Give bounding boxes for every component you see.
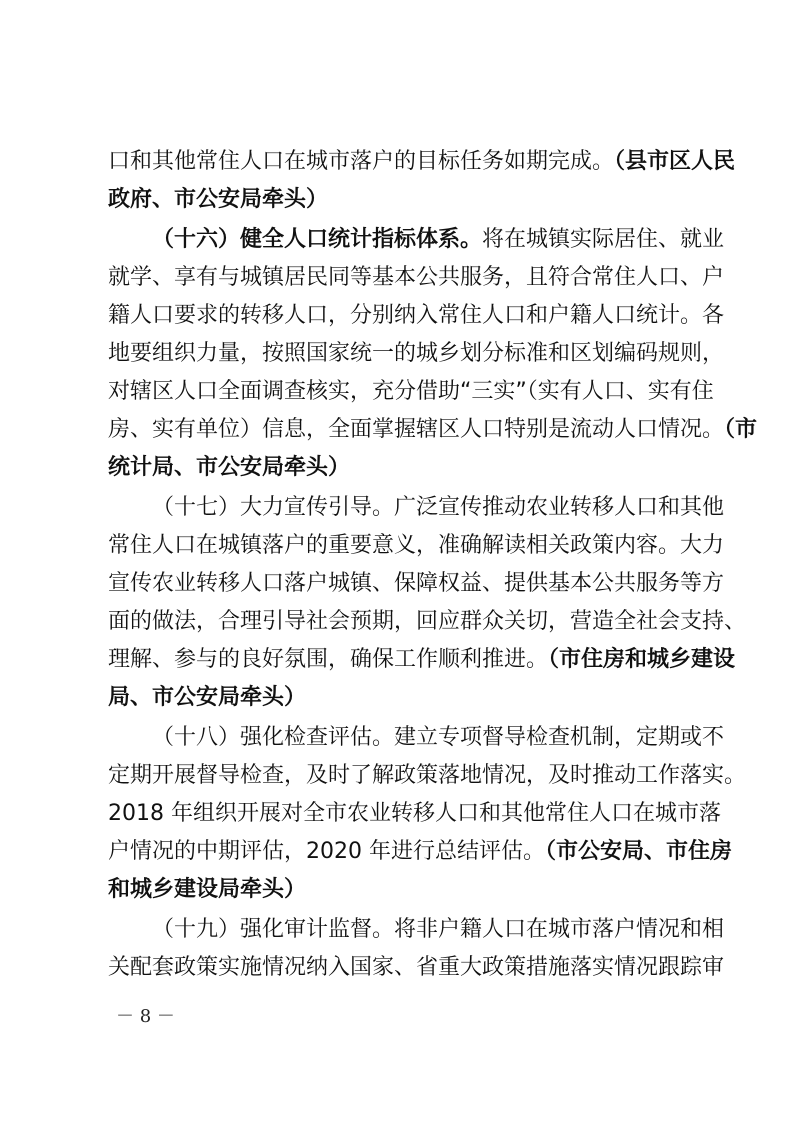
text-line-18 bbox=[108, 795, 721, 833]
bold-text-segment: 和城乡建设局牵头） bbox=[108, 877, 307, 902]
text-line-21 bbox=[152, 911, 725, 949]
text-line-12 bbox=[108, 565, 725, 603]
text-line-14 bbox=[108, 641, 736, 679]
text-segment: 口和其他常住人口在城市落户的目标任务如期完成。 bbox=[108, 149, 615, 174]
text-segment: 地要组织力量，按照国家统一的城乡划分标准和区划编码规则， bbox=[108, 341, 725, 366]
text-line-2 bbox=[108, 181, 708, 219]
text-segment: 2018 年组织开展对全市农业转移人口和其他常住人口在城市落 bbox=[108, 801, 721, 826]
text-segment: 就学、享有与城镇居民同等基本公共服务，且符合常住人口、户 bbox=[108, 265, 725, 290]
text-line-13 bbox=[108, 603, 747, 641]
text-line-16 bbox=[152, 719, 725, 757]
text-line-4 bbox=[108, 259, 725, 297]
text-line-22 bbox=[108, 949, 725, 987]
bold-text-segment: （县市区人民 bbox=[614, 149, 736, 174]
text-segment: 对辖区人口全面调查核实，充分借助“三实”（实有人口、实有住 bbox=[108, 379, 714, 404]
text-segment: 房、实有单位）信息，全面掌握辖区人口特别是流动人口情况。 bbox=[108, 417, 725, 442]
text-line-1 bbox=[108, 143, 736, 181]
bold-text-segment: （市住房和城乡建设 bbox=[548, 647, 736, 672]
text-line-9 bbox=[108, 449, 708, 487]
text-segment: 面的做法，合理引导社会预期，回应群众关切，营造全社会支持、 bbox=[108, 609, 747, 634]
page-number: － 8 － bbox=[116, 1006, 175, 1027]
bold-text-segment: （市公安局、市住房 bbox=[544, 839, 732, 864]
text-line-10 bbox=[152, 489, 725, 527]
text-line-11 bbox=[108, 527, 725, 565]
text-line-7 bbox=[108, 373, 714, 411]
text-line-20 bbox=[108, 871, 708, 909]
text-line-5 bbox=[108, 297, 725, 335]
text-line-8 bbox=[108, 411, 758, 449]
bold-text-segment: 政府、市公安局牵头） bbox=[108, 187, 329, 212]
bold-text-segment: 局、市公安局牵头） bbox=[108, 685, 307, 710]
bold-text-segment: （十六）健全人口统计指标体系。 bbox=[152, 227, 483, 252]
text-segment: 理解、参与的良好氛围，确保工作顺利推进。 bbox=[108, 647, 549, 672]
text-line-17 bbox=[108, 757, 747, 795]
text-segment: （十八）强化检查评估。建立专项督导检查机制，定期或不 bbox=[152, 725, 725, 750]
text-segment: 定期开展督导检查，及时了解政策落地情况，及时推动工作落实。 bbox=[108, 763, 747, 788]
text-segment: （十九）强化审计监督。将非户籍人口在城市落户情况和相 bbox=[152, 917, 725, 942]
text-segment: （十七）大力宣传引导。广泛宣传推动农业转移人口和其他 bbox=[152, 495, 725, 520]
text-segment: 关配套政策实施情况纳入国家、省重大政策措施落实情况跟踪审 bbox=[108, 955, 725, 980]
text-line-6 bbox=[108, 335, 725, 373]
text-segment: 户情况的中期评估，2020 年进行总结评估。 bbox=[108, 839, 545, 864]
text-segment: 宣传农业转移人口落户城镇、保障权益、提供基本公共服务等方 bbox=[108, 571, 725, 596]
bold-text-segment: （市 bbox=[724, 417, 758, 442]
text-line-19 bbox=[108, 833, 732, 871]
text-segment: 籍人口要求的转移人口，分别纳入常住人口和户籍人口统计。各 bbox=[108, 303, 725, 328]
bold-text-segment: 统计局、市公安局牵头） bbox=[108, 455, 351, 480]
text-segment: 常住人口在城镇落户的重要意义，准确解读相关政策内容。大力 bbox=[108, 533, 725, 558]
text-segment: 将在城镇实际居住、就业 bbox=[482, 227, 725, 252]
text-line-15 bbox=[108, 679, 708, 717]
text-line-3 bbox=[152, 221, 725, 259]
